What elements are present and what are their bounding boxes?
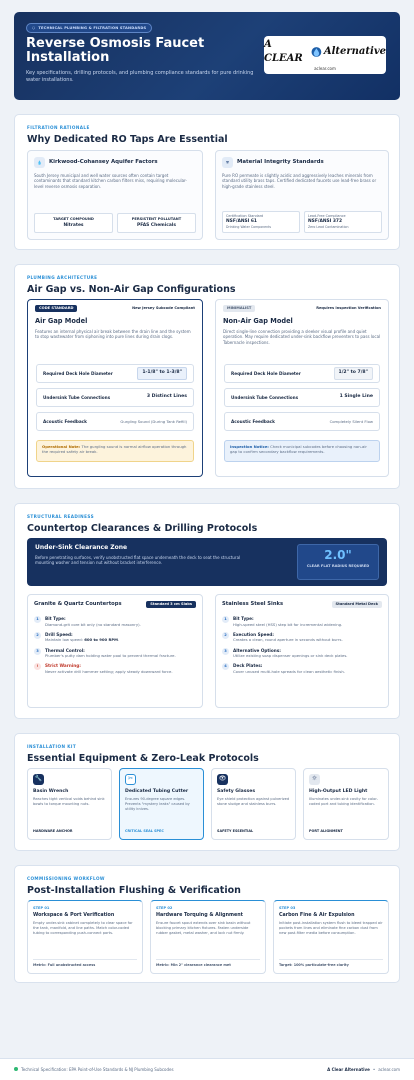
- step-body: Never activate drill hammer setting; apply steady downward force.: [45, 669, 173, 675]
- spec-row: [36, 412, 194, 431]
- kit-tag: PORT ALIGNMENT: [309, 829, 343, 834]
- card-title: Granite & Quartz Countertops: [34, 601, 122, 607]
- step-title: Strict Warning:: [45, 663, 81, 669]
- spec-label: Undersink Tube Connections: [231, 394, 299, 400]
- eye-icon: 👁: [217, 774, 228, 785]
- workflow-step: [150, 900, 266, 974]
- sun-icon: ☼: [309, 774, 320, 785]
- kit-body: Ensures 90-degree square edges. Prevents "mystery leaks" caused by utility knives.: [125, 797, 190, 811]
- brand-logo[interactable]: [264, 36, 386, 74]
- footer-brand: A Clear Alternative: [327, 1066, 370, 1072]
- step-number: 1: [34, 616, 41, 623]
- section-rationale: [14, 114, 400, 250]
- step-title: Workspace & Port Verification: [33, 912, 115, 918]
- badge: Standard 3 cm Slabs: [146, 601, 196, 608]
- step-title: Alternative Options:: [233, 647, 281, 653]
- clearance-value: 2.0": [324, 548, 352, 562]
- hero-banner: [14, 12, 400, 100]
- step-body: High-speed steel (HSS) step bit for incremental widening.: [233, 621, 343, 627]
- step-body: Empty under-sink cabinet completely to clear space for the tank, manifold, and line paths. Match color-coded tubing to corresponding push-connect ports.: [33, 921, 133, 935]
- footer-url[interactable]: aclear.com: [378, 1066, 400, 1072]
- section-kit: [14, 733, 400, 851]
- stat-label: TARGET COMPOUND: [53, 217, 94, 221]
- clearance-stat: [297, 544, 379, 580]
- logo-text-right: Alternative: [323, 46, 386, 58]
- section-eyebrow: INSTALLATION KIT: [27, 744, 77, 749]
- footer: [0, 1058, 414, 1080]
- step-title: Execution Speed:: [233, 631, 274, 637]
- badge-minimalist: MINIMALIST: [223, 305, 255, 312]
- stat-persistent-pollutant: [117, 213, 196, 233]
- section-title: Post-Installation Flushing & Verification: [27, 884, 241, 896]
- card-non-air-gap: [215, 299, 389, 477]
- spec-value: Completely Silent Flow: [329, 418, 373, 424]
- section-architecture: [14, 264, 400, 489]
- inspection-notice: [224, 440, 380, 462]
- step-title: Deck Plates:: [233, 663, 263, 669]
- section-eyebrow: PLUMBING ARCHITECTURE: [27, 275, 98, 280]
- step-title: Thermal Control:: [45, 647, 85, 653]
- section-title: Why Dedicated RO Taps Are Essential: [27, 133, 228, 145]
- step-number: 2: [222, 632, 229, 639]
- spec-value: 1 Single Line: [339, 394, 373, 400]
- badge: Standard Metal Deck: [332, 601, 382, 608]
- logo-url: aclear.com: [314, 66, 336, 72]
- footer-spec: Technical Specification: EPA Point-of-Use Standards & NJ Plumbing Subcodes: [21, 1066, 174, 1072]
- stat-value: NSF/ANSI 372: [308, 218, 343, 224]
- operational-note: [36, 440, 194, 462]
- spec-value: 1-1/8" to 1-3/8": [137, 367, 187, 379]
- hero-tag: [26, 23, 152, 33]
- section-title: Air Gap vs. Non-Air Gap Configurations: [27, 283, 236, 295]
- spec-value: Gurgling Sound (During Tank Refill): [120, 418, 187, 424]
- spec-label: Acoustic Feedback: [231, 418, 275, 424]
- warning-icon: !: [34, 663, 41, 670]
- compliance-label: New Jersey Subcode Compliant: [132, 306, 195, 310]
- step-body: Initiate post-installation system flush to bleed trapped air pockets from lines and eliminate fine carbon dust from new post-filter media before consumption.: [279, 921, 383, 935]
- kit-item-safety-glasses: [211, 768, 296, 840]
- step-title: Carbon Fine & Air Expulsion: [279, 912, 355, 918]
- step-item: [222, 648, 382, 659]
- step-item: [34, 632, 196, 643]
- hero-tag-label: TECHNICAL PLUMBING & FILTRATION STANDARDS: [38, 25, 147, 30]
- stat-note: Zero Lead Contamination: [308, 224, 349, 229]
- stat-value: PFAS Chemicals: [137, 222, 176, 228]
- zone-title: Under-Sink Clearance Zone: [35, 544, 128, 551]
- kit-body: Reaches tight vertical voids behind sink bowls to torque mounting nuts.: [33, 797, 105, 807]
- step-item: [34, 648, 196, 659]
- model-body: Direct single-line connection providing a sleeker visual profile and quiet operation. May require dedicated under-sink backflow preventers to pass local Tabernacle inspections.: [223, 328, 381, 345]
- section-eyebrow: COMMISSIONING WORKFLOW: [27, 876, 105, 881]
- model-title: Non-Air Gap Model: [223, 316, 293, 325]
- step-title: Bit Type:: [233, 616, 254, 622]
- step-body: Maintain low speed:: [45, 637, 85, 643]
- section-readiness: [14, 503, 400, 719]
- spec-label: Undersink Tube Connections: [43, 394, 111, 400]
- card-air-gap: [27, 299, 203, 477]
- step-number: STEP 01: [33, 906, 50, 910]
- spec-row: [36, 388, 194, 407]
- zone-body: Before penetrating surfaces, verify unobstructed flat space underneath the deck to seat the structural mounting washer and tension nut without bracket interference.: [35, 555, 241, 566]
- badge-code-standard: CODE STANDARD: [35, 305, 77, 312]
- clearance-zone-banner: [27, 538, 387, 586]
- step-title: Bit Type:: [45, 616, 66, 622]
- step-item: [222, 616, 382, 627]
- droplet-icon: 💧: [34, 157, 45, 168]
- page-subtitle: Key specifications, drilling protocols, and plumbing compliance standards for pure drinking water installations.: [26, 69, 254, 83]
- card-title: Material Integrity Standards: [237, 158, 324, 165]
- footer-separator: •: [372, 1066, 376, 1072]
- kit-item-led-light: [303, 768, 389, 840]
- card-body: South Jersey municipal and well water sources often contain target contaminants that standard kitchen carbon filters miss, requiring molecular-level reverse osmosis separation.: [34, 173, 187, 189]
- note-label: Inspection Notice:: [230, 444, 269, 449]
- kit-body: Illuminates under-sink cavity for color-coded port and tubing identification.: [309, 797, 378, 807]
- page-title: Reverse Osmosis Faucet Installation: [26, 35, 205, 66]
- kit-tag: SAFETY ESSENTIAL: [217, 829, 254, 834]
- card-title: Kirkwood-Cohansey Aquifer Factors: [49, 158, 158, 165]
- scissors-icon: ✂: [125, 774, 136, 785]
- spec-label: Required Deck Hole Diameter: [231, 370, 301, 376]
- kit-title: High-Output LED Light: [309, 789, 368, 794]
- model-body: Features an internal physical air break between the drain line and the system to stop wastewater from siphoning into pure lines during drain clogs.: [35, 328, 191, 340]
- stat-nsf-372: [304, 211, 382, 233]
- step-title: Drill Speed:: [45, 631, 73, 637]
- stat-note: Drinking Water Components: [226, 224, 272, 229]
- step-warning: [34, 663, 196, 674]
- section-eyebrow: STRUCTURAL READINESS: [27, 514, 94, 519]
- step-number: STEP 03: [279, 906, 296, 910]
- card-material-integrity: [215, 150, 389, 240]
- section-title: Countertop Clearances & Drilling Protocols: [27, 522, 258, 534]
- stat-label: Certification Standard: [226, 214, 264, 218]
- card-title: Stainless Steel Sinks: [222, 601, 284, 607]
- step-number: 3: [222, 648, 229, 655]
- kit-body: Eye shield protection against pulverized stone sludge and stainless burrs.: [217, 797, 290, 807]
- stat-target-compound: [34, 213, 113, 233]
- step-body-end: .: [117, 637, 120, 643]
- step-item: [34, 616, 196, 627]
- clearance-label: CLEAR FLAT RADIUS REQUIRED: [306, 564, 370, 568]
- section-title: Essential Equipment & Zero-Leak Protocols: [27, 752, 259, 764]
- stat-value: NSF/ANSI 61: [226, 218, 257, 224]
- step-item: [222, 632, 382, 643]
- stat-label: PERSISTENT POLLUTANT: [131, 217, 182, 221]
- kit-title: Basin Wrench: [33, 789, 69, 794]
- step-metric: Target: 100% particulate-free clarity: [279, 959, 383, 968]
- spec-label: Required Deck Hole Diameter: [43, 370, 113, 376]
- kit-tag: HARDWARE ANCHOR: [33, 829, 73, 834]
- hexagon-icon: ⬡: [32, 25, 36, 30]
- step-body: Creates a clean, round aperture in seconds without burrs.: [233, 637, 343, 643]
- note-text: The gurgling sound is normal airflow operation through the required safety air break.: [42, 444, 187, 455]
- note-label: Operational Note:: [42, 444, 81, 449]
- kit-tag: CRITICAL SEAL SPEC: [125, 829, 164, 834]
- section-eyebrow: FILTRATION RATIONALE: [27, 125, 90, 130]
- spec-label: Acoustic Feedback: [43, 418, 87, 424]
- compliance-label: Requires Inspection Verification: [316, 306, 381, 310]
- step-body-emphasis: 600 to 900 RPM: [84, 637, 118, 643]
- spec-row: [224, 412, 380, 431]
- step-body: Plumber's putty dam holding water pool to prevent thermal fracture.: [45, 653, 176, 659]
- step-number: 2: [34, 632, 41, 639]
- spec-row: [36, 364, 194, 383]
- card-steel: [215, 594, 389, 708]
- stat-label: Lead-Free Compliance: [308, 214, 346, 218]
- card-granite: [27, 594, 203, 708]
- spec-row: [224, 364, 380, 383]
- workflow-step: [273, 900, 389, 974]
- step-body: Cover unused multi-hole spreads for clean aesthetic finish.: [233, 669, 346, 675]
- stat-value: Nitrates: [63, 222, 84, 228]
- step-item: [222, 663, 382, 674]
- stat-nsf-61: [222, 211, 300, 233]
- step-number: 3: [34, 648, 41, 655]
- note-text: Check municipal subcodes before choosing non-air gap to confirm secondary backflow requirements.: [230, 444, 367, 455]
- step-body: Utilize existing soap dispenser openings or sink deck plates.: [233, 653, 348, 659]
- card-body: Pure RO permeate is slightly acidic and aggressively leaches minerals from standard utility brass taps. Certified dedicated faucets use lead-free brass or high-grade stainless steel.: [222, 173, 377, 189]
- spec-row: [224, 388, 380, 407]
- kit-item-tubing-cutter: [119, 768, 204, 840]
- step-metric: Metric: Min 2" clearance clearance met: [156, 959, 260, 968]
- step-number: 1: [222, 616, 229, 623]
- kit-title: Dedicated Tubing Cutter: [125, 789, 189, 794]
- status-dot-icon: [14, 1067, 18, 1071]
- logo-text-left: A CLEAR: [264, 39, 303, 64]
- spec-value: 1/2" to 7/8": [334, 367, 373, 379]
- step-body: Ensure faucet spout extends over sink basin without blocking primary kitchen fixtures. Fasten underside rubber gasket, metal washer, and lock nut firmly.: [156, 921, 251, 935]
- step-number: 4: [222, 663, 229, 670]
- step-body: Diamond-grit core bit only (no standard masonry).: [45, 621, 141, 627]
- step-number: STEP 02: [156, 906, 173, 910]
- wrench-icon: 🔧: [33, 774, 44, 785]
- shield-icon: ⛨: [222, 157, 233, 168]
- step-metric: Metric: Full unobstructed access: [33, 959, 137, 968]
- section-workflow: [14, 865, 400, 983]
- water-drop-icon: [311, 46, 322, 58]
- kit-title: Safety Glasses: [217, 789, 256, 794]
- card-aquifer: [27, 150, 203, 240]
- kit-item-basin-wrench: [27, 768, 112, 840]
- model-title: Air Gap Model: [35, 316, 88, 325]
- spec-value: 3 Distinct Lines: [146, 394, 187, 400]
- step-title: Hardware Torquing & Alignment: [156, 912, 243, 918]
- workflow-step: [27, 900, 143, 974]
